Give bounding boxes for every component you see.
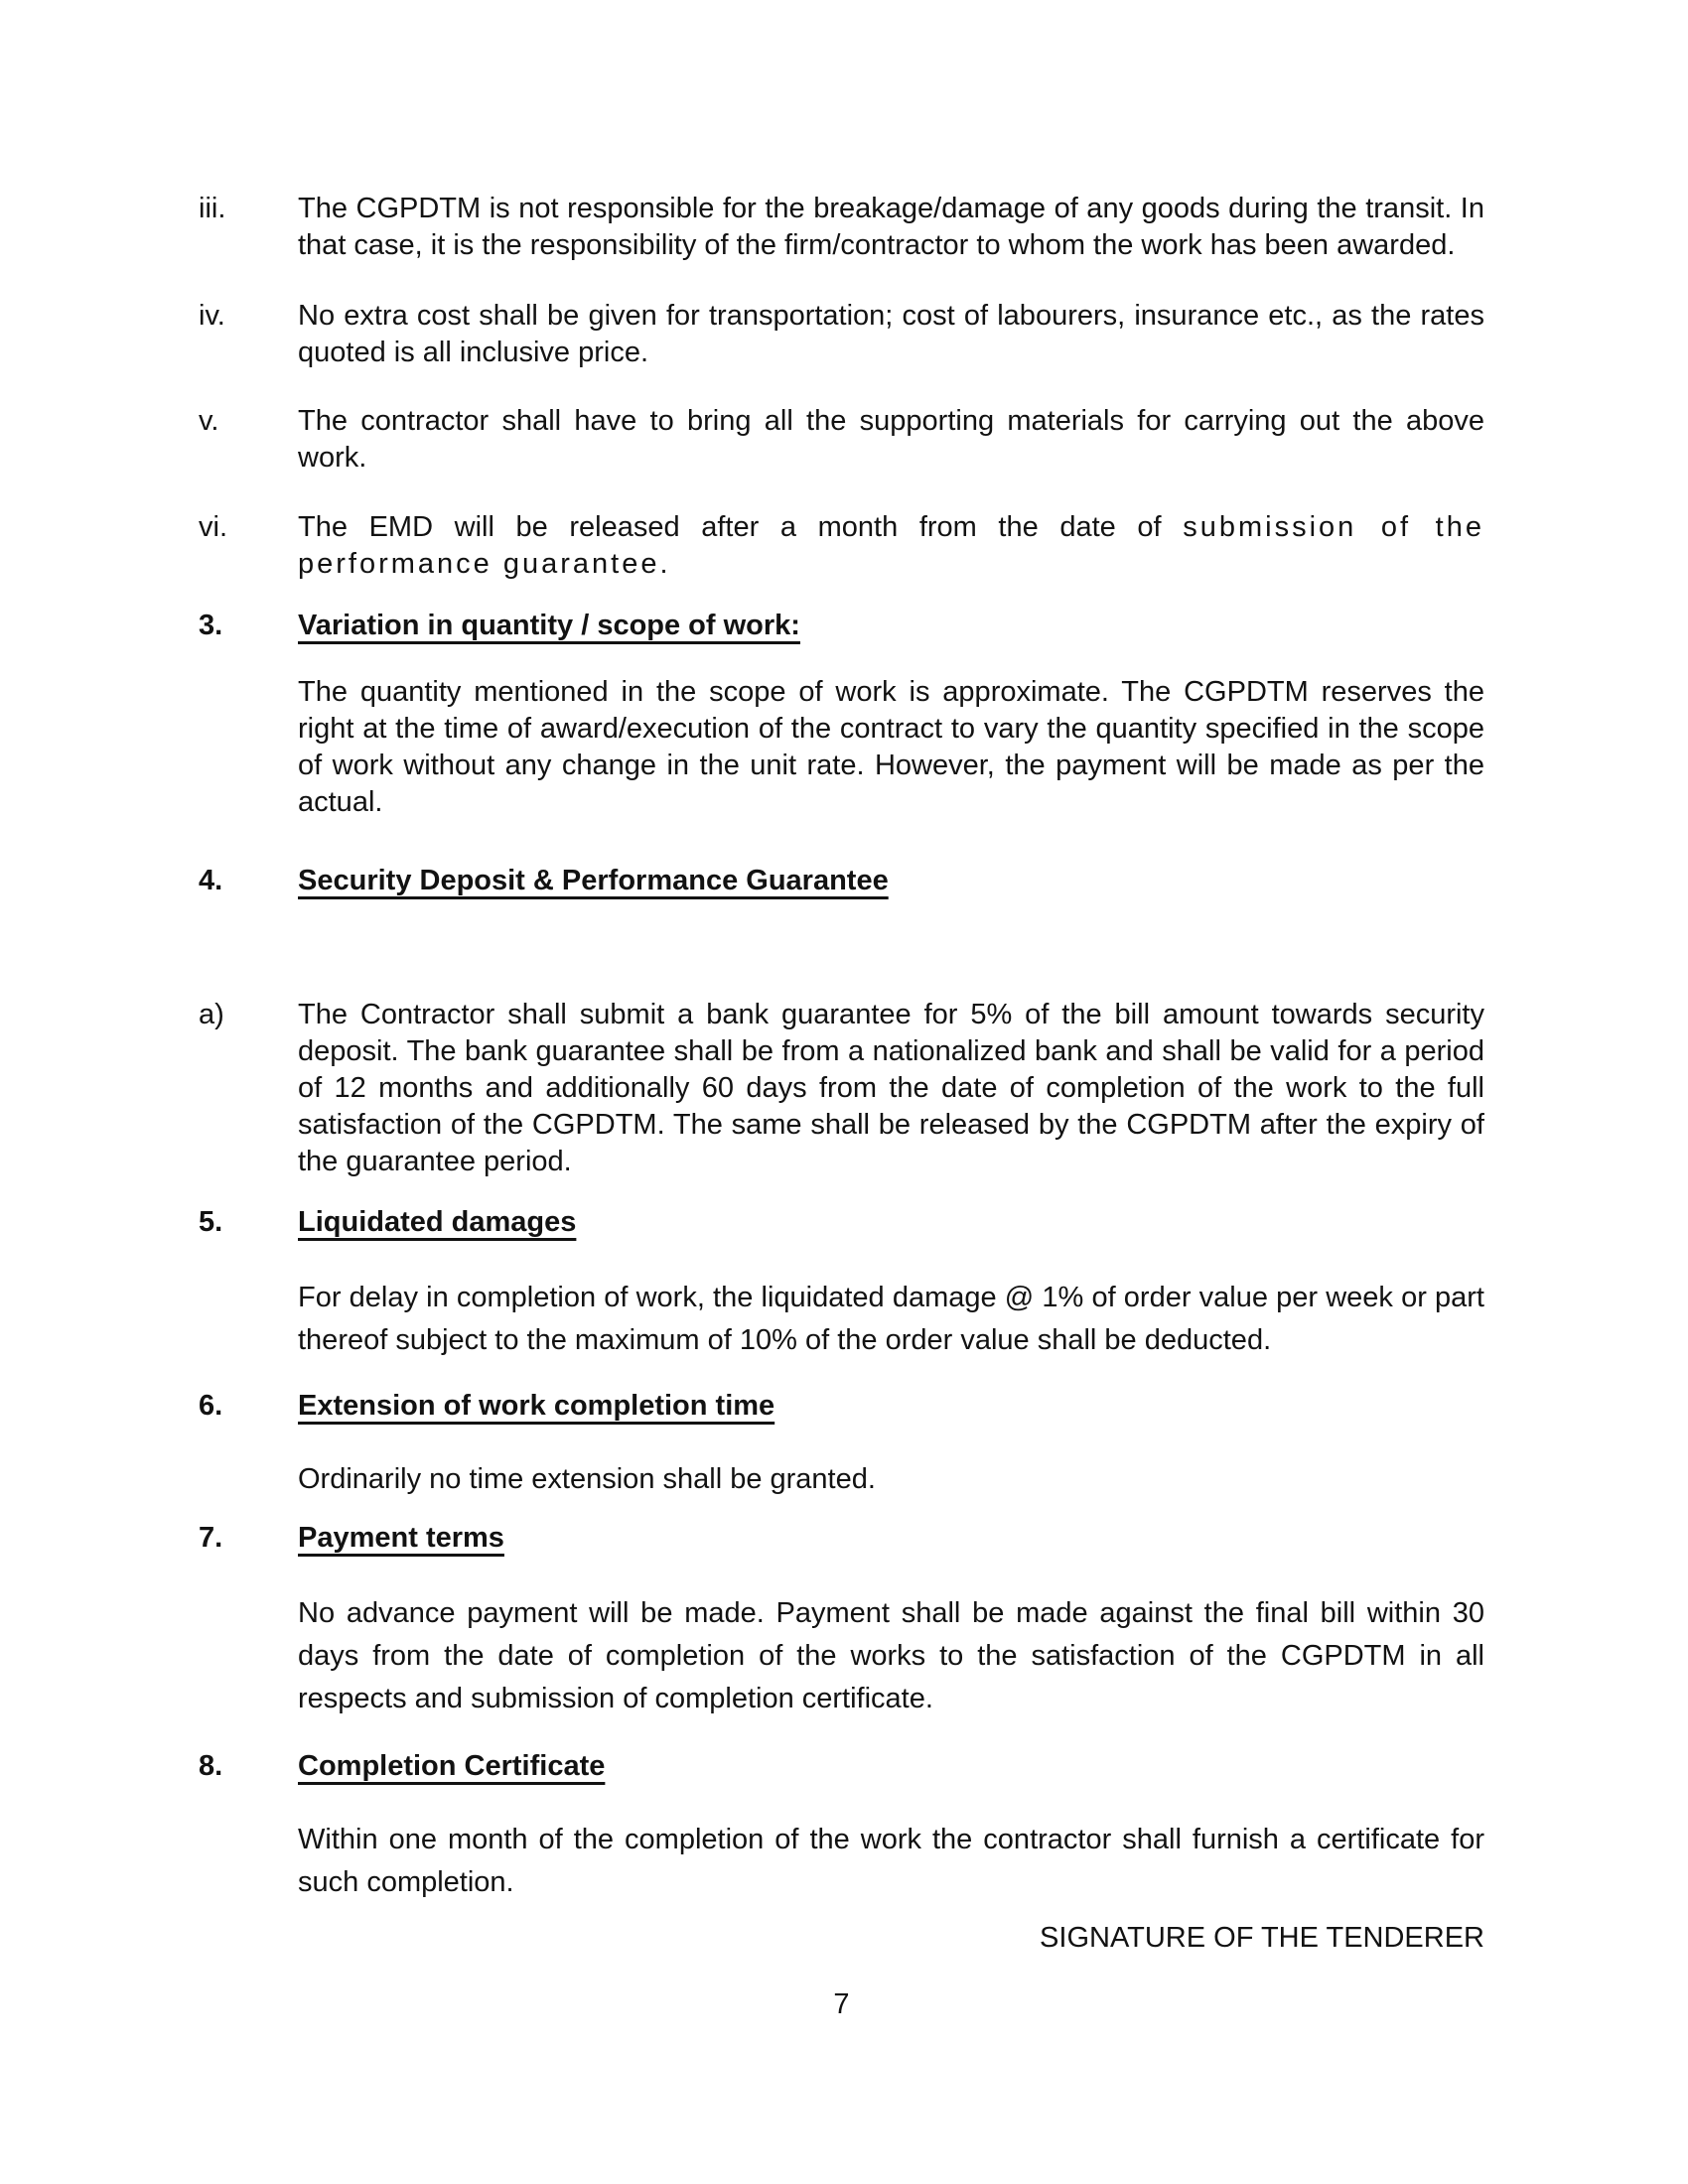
section-heading: Liquidated damages	[298, 1206, 577, 1238]
paragraph-text: For delay in completion of work, the liquidated damage @ 1% of order value per week or part thereof subject to the maximum of 10% of the order value shall be deducted.	[298, 1282, 1484, 1356]
list-item	[199, 298, 1484, 371]
item-number: iii.	[199, 193, 226, 224]
item-number: vi.	[199, 511, 227, 543]
item-number: v.	[199, 405, 219, 437]
paragraph-text-letterspaced: submission of the performance guarantee.	[298, 511, 1484, 580]
section-heading-row	[199, 1748, 1484, 1785]
paragraph-text: The quantity mentioned in the scope of work is approximate. The CGPDTM reserves the right at the time of award/execution of the contract to vary the quantity specified in the scope of work without any change in the unit rate. However, the payment will be made as per the actual.	[298, 676, 1484, 818]
section-paragraph-row	[199, 674, 1484, 821]
section-heading: Extension of work completion time	[298, 1390, 775, 1422]
section-heading-row	[199, 608, 1484, 644]
section-number: 5.	[199, 1206, 223, 1238]
paragraph-text: The Contractor shall submit a bank guarantee for 5% of the bill amount towards security deposit. The bank guarantee shall be from a nationalized bank and shall be valid for a period of 12 months and additionally 60 days from the date of completion of the work to the full satisfaction of the CGPDTM. The same shall be released by the CGPDTM after the expiry of the guarantee period.	[298, 999, 1484, 1177]
page-number: 7	[833, 1988, 850, 2020]
section-heading: Variation in quantity / scope of work:	[298, 610, 800, 641]
section-number: 3.	[199, 610, 223, 641]
section-paragraph-row	[199, 1461, 1484, 1498]
list-item	[199, 191, 1484, 264]
section-heading-row	[199, 1204, 1484, 1241]
list-item	[199, 997, 1484, 1180]
section-heading-row	[199, 1388, 1484, 1425]
section-number: 8.	[199, 1750, 223, 1782]
item-number: a)	[199, 999, 224, 1030]
section-number: 6.	[199, 1390, 223, 1422]
paragraph-text: Within one month of the completion of the work the contractor shall furnish a certificate for such completion.	[298, 1824, 1484, 1898]
signature-line: SIGNATURE OF THE TENDERER	[1040, 1922, 1484, 1954]
paragraph-text: Ordinarily no time extension shall be granted.	[298, 1463, 876, 1495]
paragraph-text	[298, 509, 1484, 583]
section-heading: Security Deposit & Performance Guarantee	[298, 865, 889, 896]
section-number: 7.	[199, 1522, 223, 1554]
paragraph-text: No advance payment will be made. Payment shall be made against the final bill within 30 days from the date of completion of the works to the satisfaction of the CGPDTM in all respects and submission of completion certificate.	[298, 1597, 1484, 1714]
paragraph-text-plain: The EMD will be released after a month from the date of	[298, 511, 1184, 543]
section-paragraph-row	[199, 1592, 1484, 1720]
section-heading-row	[199, 1520, 1484, 1557]
list-item	[199, 509, 1484, 583]
section-paragraph-row	[199, 1819, 1484, 1904]
list-item	[199, 403, 1484, 477]
item-number: iv.	[199, 300, 225, 332]
section-heading: Payment terms	[298, 1522, 504, 1554]
section-heading-row	[199, 863, 1484, 899]
paragraph-text: No extra cost shall be given for transportation; cost of labourers, insurance etc., as the rates quoted is all inclusive price.	[298, 300, 1484, 368]
paragraph-text: The contractor shall have to bring all the supporting materials for carrying out the above work.	[298, 405, 1484, 474]
section-heading: Completion Certificate	[298, 1750, 606, 1782]
section-paragraph-row	[199, 1277, 1484, 1362]
section-number: 4.	[199, 865, 223, 896]
paragraph-text: The CGPDTM is not responsible for the breakage/damage of any goods during the transit. In that case, it is the responsibility of the firm/contractor to whom the work has been awarded.	[298, 193, 1484, 261]
